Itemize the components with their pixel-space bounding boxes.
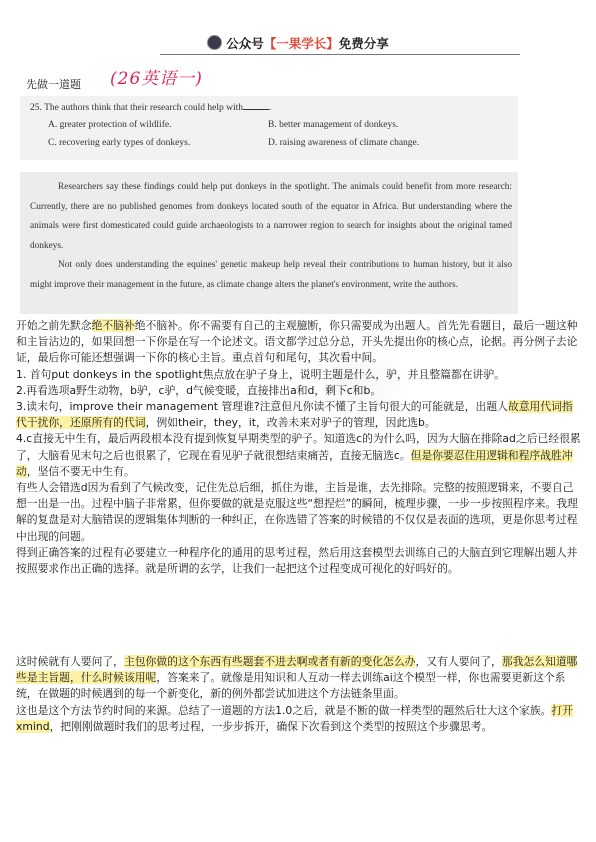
passage-paragraph-2: Not only does understanding the equines' genetic makeup help reveal their contributions to human history, but it also might improve their management in the future, as climate change alters the planet's environment, write the authors. bbox=[30, 260, 512, 290]
question-stem: 25. The authors think that their research could help with . bbox=[30, 100, 271, 113]
header-divider bbox=[160, 54, 520, 55]
option-a: A. greater protection of wildlife. bbox=[48, 120, 172, 130]
header-prefix: 公众号 bbox=[226, 36, 264, 51]
commentary-paragraph: 开始之前先默念绝不脑补绝不脑补。你不需要有自己的主观臆断，你只需要成为出题人。首先先看题目，最后一题这种和主旨沾边的，如果回想一下你是在写一个论述文。语文都学过总分总，开头先提出你的核心点，论据。再分例子去论证，最后你可能还想强调一下你的核心主旨。重点首句和尾句，其次看中间。 bbox=[16, 319, 578, 365]
page-header bbox=[0, 34, 596, 52]
commentary-block-2 bbox=[16, 654, 582, 735]
commentary-paragraph: 有些人会错选d因为看到了气候改变，记住先总后细，抓住为谁，主旨是谁，去先排除。完整的按照逻辑来，不要自己想一出是一出。过程中脑子非常累，但你要做的就是克服这些“想捏烂”的瞬间，梳理步骤，一步一步按照程序来。我理解的复盘是对大脑错误的逻辑集体判断的一种纠正，在你选错了答案的时候错的不仅仅是表面的选项，更是你思考过程中出现的问题。 bbox=[16, 481, 578, 543]
intro-label: 先做一道题 bbox=[26, 78, 81, 91]
commentary-block bbox=[16, 318, 582, 577]
step-1: 1. 首句put donkeys in the spotlight焦点放在驴子身上，说明主题是什么，驴，并且整篇都在讲驴。 bbox=[16, 367, 505, 381]
option-d: D. raising awareness of climate change. bbox=[268, 138, 420, 148]
passage-scan bbox=[20, 172, 518, 314]
step-2: 2.再看选项a野生动物，b驴，c驴，d气候变暖，直接排出a和d，剩下c和b。 bbox=[16, 383, 382, 397]
handwritten-note: (26英语一) bbox=[110, 69, 203, 89]
passage-paragraph-1: Researchers say these findings could help put donkeys in the spotlight. The animals could benefit from more research: Currently, there are no published genomes from donkeys located south of the equator in Africa. But understanding where the animals were first domesticated could guide archaeologists to a narrower region to search for insights about the original tamed donkeys. bbox=[30, 182, 512, 251]
commentary-paragraph: 这时候就有人要问了，主包你做的这个东西有些题套不进去啊或者有新的变化怎么办，又有人要问了，那我怎么知道哪些是主旨题，什么时候该用呢，答案来了。就像是用知识和人互动一样去训练ai这个模型一样，你也需要更新这个系统，在做题的时候遇到的每一个新变化，新的例外都尝试加进这个方法链条里面。 bbox=[16, 655, 578, 701]
step-3: 3.读末句，improve their management 管理谁?注意但凡你读不懂了主旨句很大的可能就是，出题人故意用代词指代干扰你，还原所有的代词，例如their，they，it，改善未来对驴子的管理，因此选b。 bbox=[16, 400, 573, 430]
commentary-paragraph: 得到正确答案的过程有必要建立一种程序化的通用的思考过程，然后用这套模型去训练自己的大脑直到它理解出题人并按照要求作出正确的选择。就是所谓的玄学，让我们一起把这个过程变成可视化的好吗好的。 bbox=[16, 545, 578, 576]
avatar-icon bbox=[207, 35, 222, 50]
header-brand: 【一果学长】 bbox=[263, 36, 339, 51]
header-suffix: 免费分享 bbox=[338, 36, 389, 51]
option-c: C. recovering early types of donkeys. bbox=[48, 138, 191, 148]
option-b: B. better management of donkeys. bbox=[268, 120, 399, 130]
question-scan bbox=[20, 96, 518, 160]
step-4: 4.c直接无中生有，最后两段根本没有提到恢复早期类型的驴子。知道选c的为什么吗，因为大脑在排除ad之后已经很累了，大脑看见末句之后也很累了，它现在看见驴子就很想结束痛苦，直接无脑选c。但是你要忍住用逻辑和程序战胜冲动，坚信不要无中生有。 bbox=[16, 432, 581, 478]
commentary-paragraph: 这也是这个方法节约时间的来源。总结了一道题的方法1.0之后，就是不断的做一样类型的题然后壮大这个家族。打开xmind，把刚刚做题时我们的思考过程，一步步拆开，确保下次看到这个类型的按照这个步骤思考。 bbox=[16, 703, 574, 733]
